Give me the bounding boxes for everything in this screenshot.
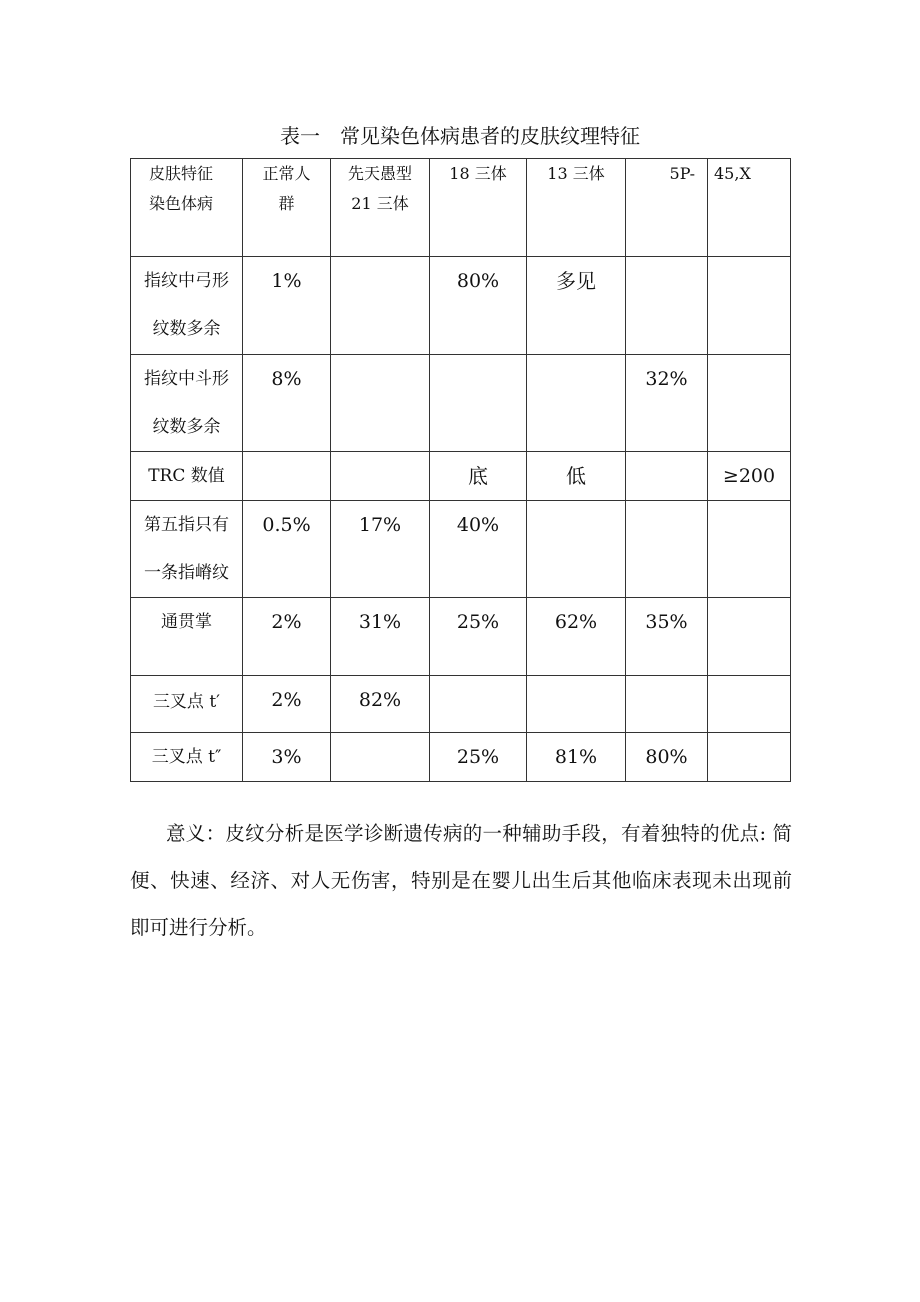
table-cell: 35% [626,598,708,676]
column-header-line2: 21 三体 [351,194,409,213]
row-label [131,452,243,501]
table-cell [331,452,430,501]
significance-paragraph: 意义：皮纹分析是医学诊断遗传病的一种辅助手段，有着独特的优点: 简便、快速、经济、对人无伤害，特别是在婴儿出生后其他临床表现未出现前即可进行分析。 [130,821,792,939]
table-cell: 2% [243,676,331,733]
column-header-line1: 13 三体 [547,164,605,183]
table-cell: 31% [331,598,430,676]
table-cell [708,355,791,452]
dermatoglyphics-table [130,158,791,782]
row-label [131,676,243,733]
table-cell [527,676,626,733]
column-header [430,159,527,257]
table-cell: ≥200 [708,452,791,501]
table-row [131,355,791,452]
row-label-line2: 纹数多余 [152,319,221,339]
table-cell [626,676,708,733]
table-cell: 32% [626,355,708,452]
table-cell [331,733,430,782]
table-cell: 81% [527,733,626,782]
row-label-line1: 三叉点 t″ [151,747,222,767]
table-cell: 1% [243,257,331,355]
table-cell [708,676,791,733]
row-label [131,733,243,782]
table-cell: 多见 [527,257,626,355]
table-cell [708,598,791,676]
column-header [243,159,331,257]
column-header-line1: 45,X [714,164,751,183]
table-cell: 底 [430,452,527,501]
table-row [131,501,791,598]
table-cell: 8% [243,355,331,452]
table-cell [430,676,527,733]
table-cell: 80% [626,733,708,782]
table-cell: 25% [430,598,527,676]
column-header-line1: 正常人 [262,164,311,183]
table-cell [708,501,791,598]
table-row [131,598,791,676]
table-cell: 17% [331,501,430,598]
table-cell: 82% [331,676,430,733]
table-title: 表一 常见染色体病患者的皮肤纹理特征 [280,124,640,148]
table-cell [243,452,331,501]
table-cell [331,355,430,452]
table-cell [708,733,791,782]
corner-label-disease: 染色体病 [149,194,214,213]
table-cell: 40% [430,501,527,598]
column-header-line1: 先天愚型 [347,164,412,183]
row-label-line2: 一条指嵴纹 [144,563,229,583]
column-header [708,159,791,257]
table-row [131,452,791,501]
table-cell: 0.5% [243,501,331,598]
table-cell [527,355,626,452]
corner-label-feature: 皮肤特征 [149,164,214,183]
row-label-line1: 指纹中斗形 [144,369,229,389]
column-header [331,159,430,257]
row-label-line1: 三叉点 t′ [152,692,221,712]
table-cell [626,257,708,355]
row-label [131,257,243,355]
table-cell: 80% [430,257,527,355]
table-cell [626,452,708,501]
table-row [131,257,791,355]
column-header-line2: 群 [278,194,295,213]
table-cell: 25% [430,733,527,782]
column-header [626,159,708,257]
table-cell [626,501,708,598]
row-label [131,355,243,452]
table-cell: 2% [243,598,331,676]
row-label [131,598,243,676]
row-label-line1: 通贯掌 [161,612,212,632]
table-row [131,676,791,733]
table-cell [708,257,791,355]
column-header [527,159,626,257]
table-cell [430,355,527,452]
column-header-line1: 5P- [669,164,695,183]
row-label-line1: 第五指只有 [144,515,229,535]
row-label-line1: 指纹中弓形 [144,271,229,291]
row-label-line2: 纹数多余 [152,417,221,437]
table-cell [331,257,430,355]
table-cell: 低 [527,452,626,501]
table-row [131,733,791,782]
column-header-line1: 18 三体 [449,164,507,183]
table-cell: 3% [243,733,331,782]
row-label-line1: TRC 数值 [148,466,225,486]
header-corner-cell [131,159,243,257]
row-label [131,501,243,598]
table-cell: 62% [527,598,626,676]
table-cell [527,501,626,598]
header-row [131,159,791,257]
